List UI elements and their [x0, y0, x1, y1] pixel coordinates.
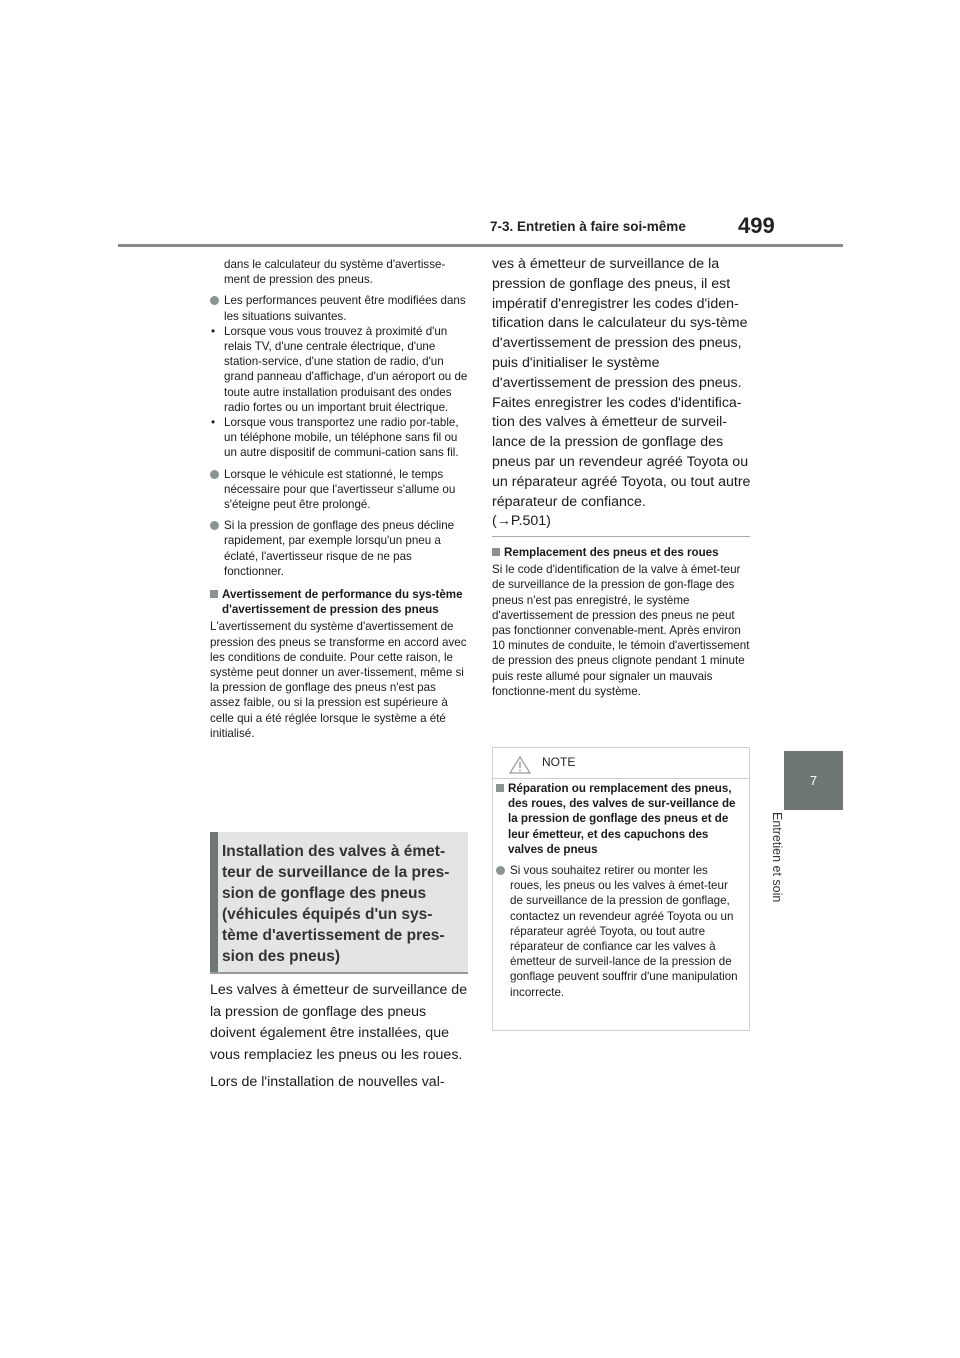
header-divider	[118, 244, 843, 247]
subsection-text: L'avertissement du système d'avertissement de pression des pneus se transforme en accord avec les conditions de conduite. Pour cette raison, le système peut donner un aver-tissement, même si la pression de gonflage des pneus n'est pas assez faible, ou si la pression est supérieure à celle qui a été réglée lorsque le système a été initialisé.	[210, 620, 467, 740]
sub-item-text: Lorsque vous vous trouvez à proximité d'un relais TV, d'une centrale électrique, d'une station-service, d'une station de radio, d'un grand panneau d'affichage, d'un aéroport ou de toute autre installation produisant des ondes radio fortes ou un important bruit électrique.	[224, 324, 468, 414]
sub-item	[210, 324, 468, 415]
section-accent-bar	[210, 832, 218, 972]
bullet-text: Les performances peuvent être modifiées dans les situations suivantes.	[224, 294, 466, 323]
sub-item	[210, 415, 468, 461]
bullet-dot-icon	[210, 296, 219, 305]
small-bullet-icon: •	[211, 324, 216, 338]
note-bullet-text: Si vous souhaitez retirer ou monter les roues, les pneus ou les valves à émet-teur de surveillance de la pression de gonflage, contactez un revendeur agréé Toyota ou un réparateur agréé Toyota, ou tout autre réparateur de confiance car les valves à émetteur de surveil-lance de la pression de gonflage peuvent souffrir d'une manipulation incorrecte.	[510, 864, 738, 999]
section-heading-box	[210, 832, 468, 972]
left-column	[210, 257, 468, 741]
body-paragraph: Les valves à émetteur de surveillance de la pression de gonflage des pneus doivent également être installées, que vous remplaciez les pneus ou les roues.	[210, 982, 468, 1063]
replacement-section	[492, 545, 752, 699]
bullet-dot-icon	[210, 470, 219, 479]
bullet-dot-icon	[496, 866, 505, 875]
page-number: 499	[738, 213, 775, 238]
note-bullet	[496, 863, 741, 1000]
continuation-text: dans le calculateur du système d'avertisse-ment de pression des pneus.	[224, 258, 446, 287]
subsection-heading	[492, 545, 752, 560]
small-bullet-icon: •	[211, 416, 216, 430]
note-title-text: Réparation ou remplacement des pneus, des roues, des valves de sur-veillance de la pression de gonflage des pneus et de leur émetteur, et des capuchons des valves de pneus	[508, 782, 736, 856]
chapter-label-text: Entretien et soin	[769, 812, 784, 903]
note-body	[496, 781, 741, 1000]
note-label: NOTE	[542, 755, 576, 769]
body-paragraph: ves à émetteur de surveillance de la pression de gonflage des pneus, il est impératif d'enregistrer les codes d'iden-tification dans le calculateur du sys-tème d'avertissement de pression des pneus, puis d'initialiser le système d'avertissement de pression des pneus. Faites enregistrer les codes d'identifica-tion des valves à émetteur de surveil-lance de la pression de gonflage des pneus par un revendeur agréé Toyota ou un réparateur agréé Toyota, ou tout autre réparateur de confiance.	[492, 256, 751, 510]
bullet-item	[210, 467, 468, 513]
chapter-tab	[784, 751, 843, 810]
note-title	[496, 781, 741, 857]
body-paragraph: Lors de l'installation de nouvelles val-	[210, 1074, 445, 1090]
column-divider	[492, 536, 750, 537]
left-body-text	[210, 980, 472, 1094]
section-heading: Installation des valves à émet-teur de surveillance de la pres-sion de gonflage des pneus (véhicules équipés d'un sys-tème d'avertissement de pres-sion des pneus)	[222, 843, 450, 965]
subsection-title: Avertissement de performance du sys-tème d'avertissement de pression des pneus	[222, 588, 463, 617]
note-header	[493, 748, 749, 779]
right-column	[492, 255, 752, 532]
square-bullet-icon	[492, 548, 500, 556]
bullet-text: Si la pression de gonflage des pneus décline rapidement, par exemple lorsqu'un pneu a éclaté, l'avertisseur risque de ne pas fonctionner.	[224, 519, 455, 578]
square-bullet-icon	[210, 590, 218, 598]
header-section-title: 7-3. Entretien à faire soi-même	[490, 219, 686, 234]
section-underline	[210, 972, 468, 974]
page-reference-link[interactable]: (→P.501)	[492, 513, 551, 530]
square-bullet-icon	[496, 784, 504, 792]
warning-triangle-icon	[509, 756, 531, 774]
bullet-text: Lorsque le véhicule est stationné, le temps nécessaire pour que l'avertisseur s'allume ou s'éteigne peut être prolongé.	[224, 467, 456, 512]
subsection-text: Si le code d'identification de la valve à émet-teur de surveillance de la pression de gon-flage des pneus n'est pas enregistré, le système d'avertissement de pression des pneus ne peut pas fonctionner convenable-ment. Après environ 10 minutes de conduite, le témoin d'avertissement de pression des pneus clignote pendant 1 minute puis reste allumé pour signaler un mauvais fonctionne-ment du système.	[492, 563, 750, 698]
subsection-heading	[210, 587, 468, 617]
subsection-title: Remplacement des pneus et des roues	[504, 546, 719, 559]
chapter-side-label	[769, 812, 823, 942]
bullet-item	[210, 518, 468, 579]
sub-item-text: Lorsque vous transportez une radio por-table, un téléphone mobile, un téléphone sans fil ou un autre dispositif de communi-cation sans fil.	[224, 416, 459, 460]
right-body-text	[492, 255, 752, 532]
note-box	[492, 747, 750, 1031]
chapter-number: 7	[809, 773, 818, 788]
bullet-dot-icon	[210, 521, 219, 530]
bullet-item	[210, 293, 468, 323]
